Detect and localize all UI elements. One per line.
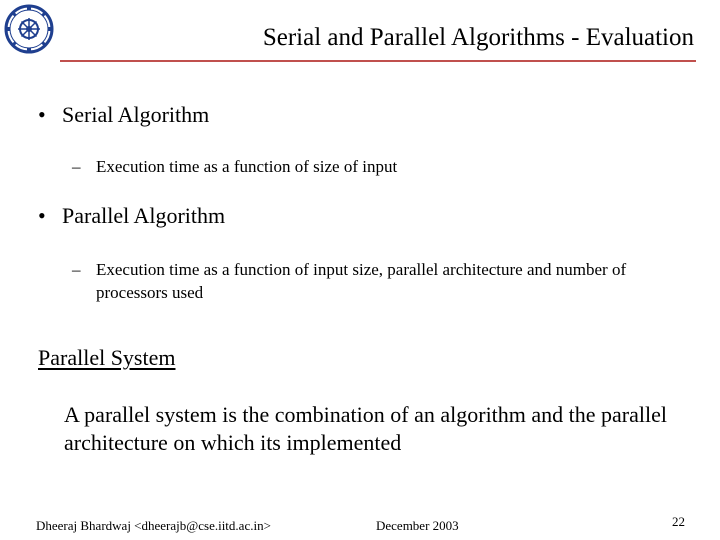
dash-marker: – — [72, 157, 81, 176]
institute-logo-icon — [4, 4, 54, 54]
footer-author: Dheeraj Bhardwaj <dheerajb@cse.iitd.ac.in> — [36, 518, 271, 533]
section-heading: Parallel System — [38, 345, 176, 370]
section-body: A parallel system is the combination of an algorithm and the parallel architecture on which its implemented — [64, 402, 668, 455]
footer-date: December 2003 — [376, 518, 459, 533]
sub-bullet-text: Execution time as a function of size of input — [96, 157, 398, 176]
slide-title: Serial and Parallel Algorithms - Evaluation — [262, 24, 694, 51]
page-number: 22 — [672, 514, 685, 529]
bullet-serial-algorithm — [38, 101, 209, 129]
dash-marker: – — [72, 260, 81, 279]
bullet-parallel-algorithm — [38, 202, 225, 230]
title-divider — [60, 60, 696, 62]
bullet-marker: • — [38, 102, 46, 127]
sub-bullet-parallel-execution-time — [72, 258, 696, 304]
sub-bullet-text: Execution time as a function of input size, parallel architecture and number of processors used — [96, 260, 627, 302]
bullet-text: Parallel Algorithm — [62, 203, 226, 228]
sub-bullet-serial-execution-time — [72, 155, 696, 178]
bullet-text: Serial Algorithm — [62, 102, 210, 127]
bullet-marker: • — [38, 203, 46, 228]
